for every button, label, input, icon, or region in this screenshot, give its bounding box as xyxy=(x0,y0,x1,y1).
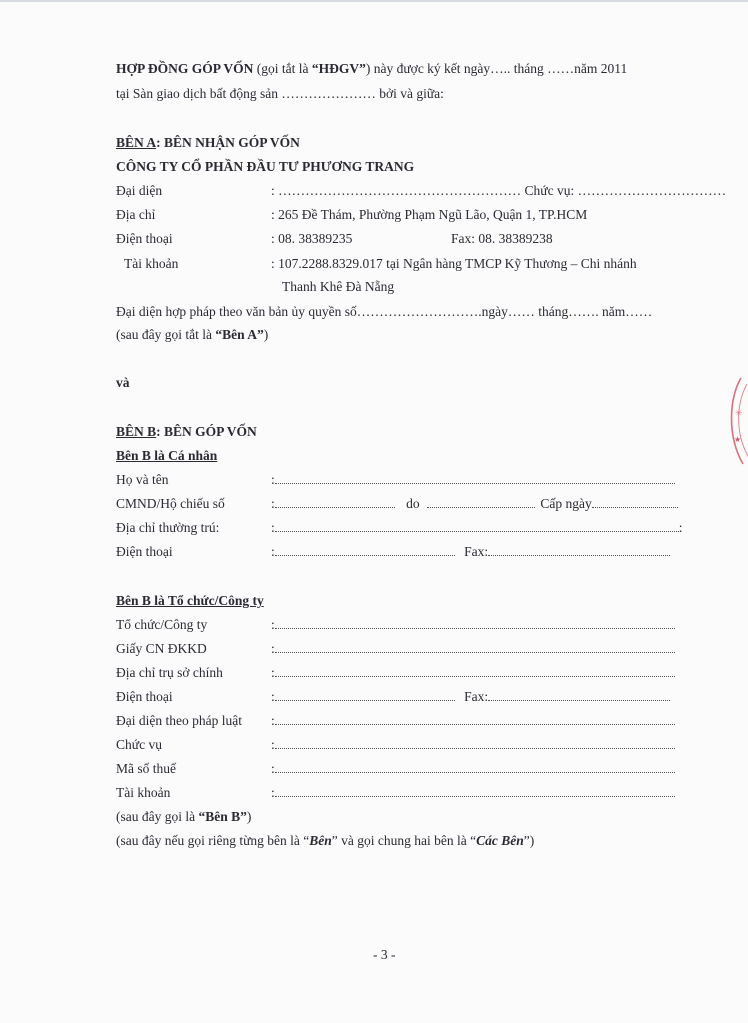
field-colon: : xyxy=(271,665,275,680)
fill-dots xyxy=(275,543,455,556)
party-b-hereinafter-prefix: (sau đây gọi là xyxy=(116,809,199,824)
individual-id-label: CMND/Hộ chiếu số xyxy=(116,496,225,511)
svg-text:★: ★ xyxy=(734,435,742,444)
intro-line1-rest: ) này được ký kết ngày….. tháng ……năm 2011 xyxy=(365,61,628,76)
org-tax-code-field[interactable] xyxy=(271,760,675,778)
individual-heading: Bên B là Cá nhân xyxy=(116,448,218,463)
party-a-hereinafter-suffix: ) xyxy=(263,327,269,342)
fill-dots xyxy=(488,688,670,701)
org-phone-label: Điện thoại xyxy=(116,689,173,704)
party-a-heading xyxy=(116,134,300,152)
fill-dots xyxy=(275,688,455,701)
party-a-fax-value: Fax: 08. 38389238 xyxy=(451,231,553,246)
fill-dots xyxy=(275,784,675,797)
party-b-short-name: “Bên B” xyxy=(198,809,247,824)
abbr-prefix: (gọi tắt là xyxy=(256,61,312,76)
collective-suffix: ”) xyxy=(523,833,535,848)
org-name-field[interactable] xyxy=(271,616,675,634)
org-legal-rep-label: Đại diện theo pháp luật xyxy=(116,713,242,728)
fill-dots xyxy=(275,712,675,725)
org-license-label: Giấy CN ĐKKD xyxy=(116,641,207,656)
field-colon: : xyxy=(271,544,275,559)
organization-heading: Bên B là Tổ chức/Công ty xyxy=(116,593,264,608)
and-word: và xyxy=(116,375,130,390)
party-b-heading xyxy=(116,423,257,441)
fill-dots xyxy=(275,664,675,677)
org-legal-rep-field[interactable] xyxy=(271,712,675,730)
party-a-hereinafter-prefix: (sau đây gọi tắt là xyxy=(116,327,216,342)
fill-dots xyxy=(275,616,675,629)
org-tax-code-label: Mã số thuế xyxy=(116,761,176,776)
field-colon: : xyxy=(678,520,683,535)
field-colon: : xyxy=(271,737,275,752)
party-a-rep-value: : ……………………………………………… Chức vụ: …………………………… xyxy=(271,183,727,198)
issue-date-label: Cấp ngày xyxy=(540,496,592,511)
party-a-label: BÊN A xyxy=(116,135,157,150)
fill-dots xyxy=(275,519,679,532)
intro-line-2: tại Sàn giao dịch bất động sản ………………… bởi và giữa: xyxy=(116,86,444,101)
top-edge-line xyxy=(0,0,748,2)
fill-dots xyxy=(275,495,395,508)
party-b-heading-rest: : BÊN GÓP VỐN xyxy=(156,424,257,439)
abbr: “HĐGV” xyxy=(311,61,366,76)
field-colon: : xyxy=(271,761,275,776)
field-colon: : xyxy=(271,641,275,656)
org-account-label: Tài khoản xyxy=(116,785,171,800)
fill-dots xyxy=(275,471,675,484)
individual-phone-field[interactable] xyxy=(271,543,670,561)
field-colon: : xyxy=(271,472,275,487)
org-address-field[interactable] xyxy=(271,664,675,682)
org-phone-field[interactable] xyxy=(271,688,670,706)
fill-dots xyxy=(592,495,678,508)
field-colon: : xyxy=(271,520,275,535)
intro-line-1 xyxy=(116,60,627,78)
party-a-phone-label: Điện thoại xyxy=(116,231,173,246)
fill-dots xyxy=(275,760,675,773)
fill-dots xyxy=(488,543,670,556)
org-position-field[interactable] xyxy=(271,736,675,754)
page-number: - 3 - xyxy=(373,947,396,962)
field-colon: : xyxy=(271,689,275,704)
term-cac-ben: Các Bên xyxy=(476,833,524,848)
party-b-label: BÊN B xyxy=(116,424,157,439)
org-position-label: Chức vụ xyxy=(116,737,162,752)
party-a-heading-rest: : BÊN NHẬN GÓP VỐN xyxy=(156,135,300,150)
fill-dots xyxy=(275,736,675,749)
term-ben: Bên xyxy=(309,833,332,848)
party-b-hereinafter xyxy=(116,808,251,826)
field-colon: : xyxy=(271,496,275,511)
issued-by-label: do xyxy=(406,496,420,511)
org-account-field[interactable] xyxy=(271,784,675,802)
contract-title: HỢP ĐỒNG GÓP VỐN xyxy=(116,61,254,76)
party-a-address-value: : 265 Đề Thám, Phường Phạm Ngũ Lão, Quận 1, TP.HCM xyxy=(271,207,588,222)
fax-label: Fax: xyxy=(464,689,489,704)
party-a-hereinafter xyxy=(116,326,268,344)
fill-dots xyxy=(275,640,675,653)
org-license-field[interactable] xyxy=(271,640,675,658)
field-colon: : xyxy=(271,785,275,800)
collective-prefix: (sau đây nếu gọi riêng từng bên là “ xyxy=(116,833,310,848)
individual-name-label: Họ và tên xyxy=(116,472,169,487)
individual-name-field[interactable] xyxy=(271,471,675,489)
party-a-account-label: Tài khoản xyxy=(124,256,179,271)
party-a-account-value: : 107.2288.8329.017 tại Ngân hàng TMCP Kỹ Thương – Chi nhánh xyxy=(271,256,637,271)
individual-id-field[interactable] xyxy=(271,495,678,513)
party-b-hereinafter-suffix: ) xyxy=(246,809,252,824)
fill-dots xyxy=(427,495,535,508)
collective-middle: ” và gọi chung hai bên là “ xyxy=(331,833,477,848)
field-colon: : xyxy=(271,617,275,632)
field-colon: : xyxy=(271,713,275,728)
individual-address-field[interactable] xyxy=(271,519,683,537)
org-address-label: Địa chỉ trụ sở chính xyxy=(116,665,223,680)
fax-label: Fax: xyxy=(464,544,489,559)
party-a-company: CÔNG TY CỔ PHẦN ĐẦU TƯ PHƯƠNG TRANG xyxy=(116,159,415,174)
org-name-label: Tổ chức/Công ty xyxy=(116,617,208,632)
individual-phone-label: Điện thoại xyxy=(116,544,173,559)
party-a-phone-value: : 08. 38389235 xyxy=(271,231,353,246)
svg-text:✳: ✳ xyxy=(735,409,743,419)
party-a-address-label: Địa chỉ xyxy=(116,207,156,222)
red-stamp-edge xyxy=(725,376,748,466)
party-a-account-branch: Thanh Khê Đà Nẵng xyxy=(282,279,395,294)
party-a-short-name: “Bên A” xyxy=(215,327,264,342)
party-a-rep-label: Đại diện xyxy=(116,183,163,198)
collective-definition xyxy=(116,832,534,850)
party-a-authorization: Đại diện hợp pháp theo văn bản ủy quyền số……………………….ngày…… tháng……. năm…… xyxy=(116,304,653,319)
individual-address-label: Địa chỉ thường trú: xyxy=(116,520,220,535)
